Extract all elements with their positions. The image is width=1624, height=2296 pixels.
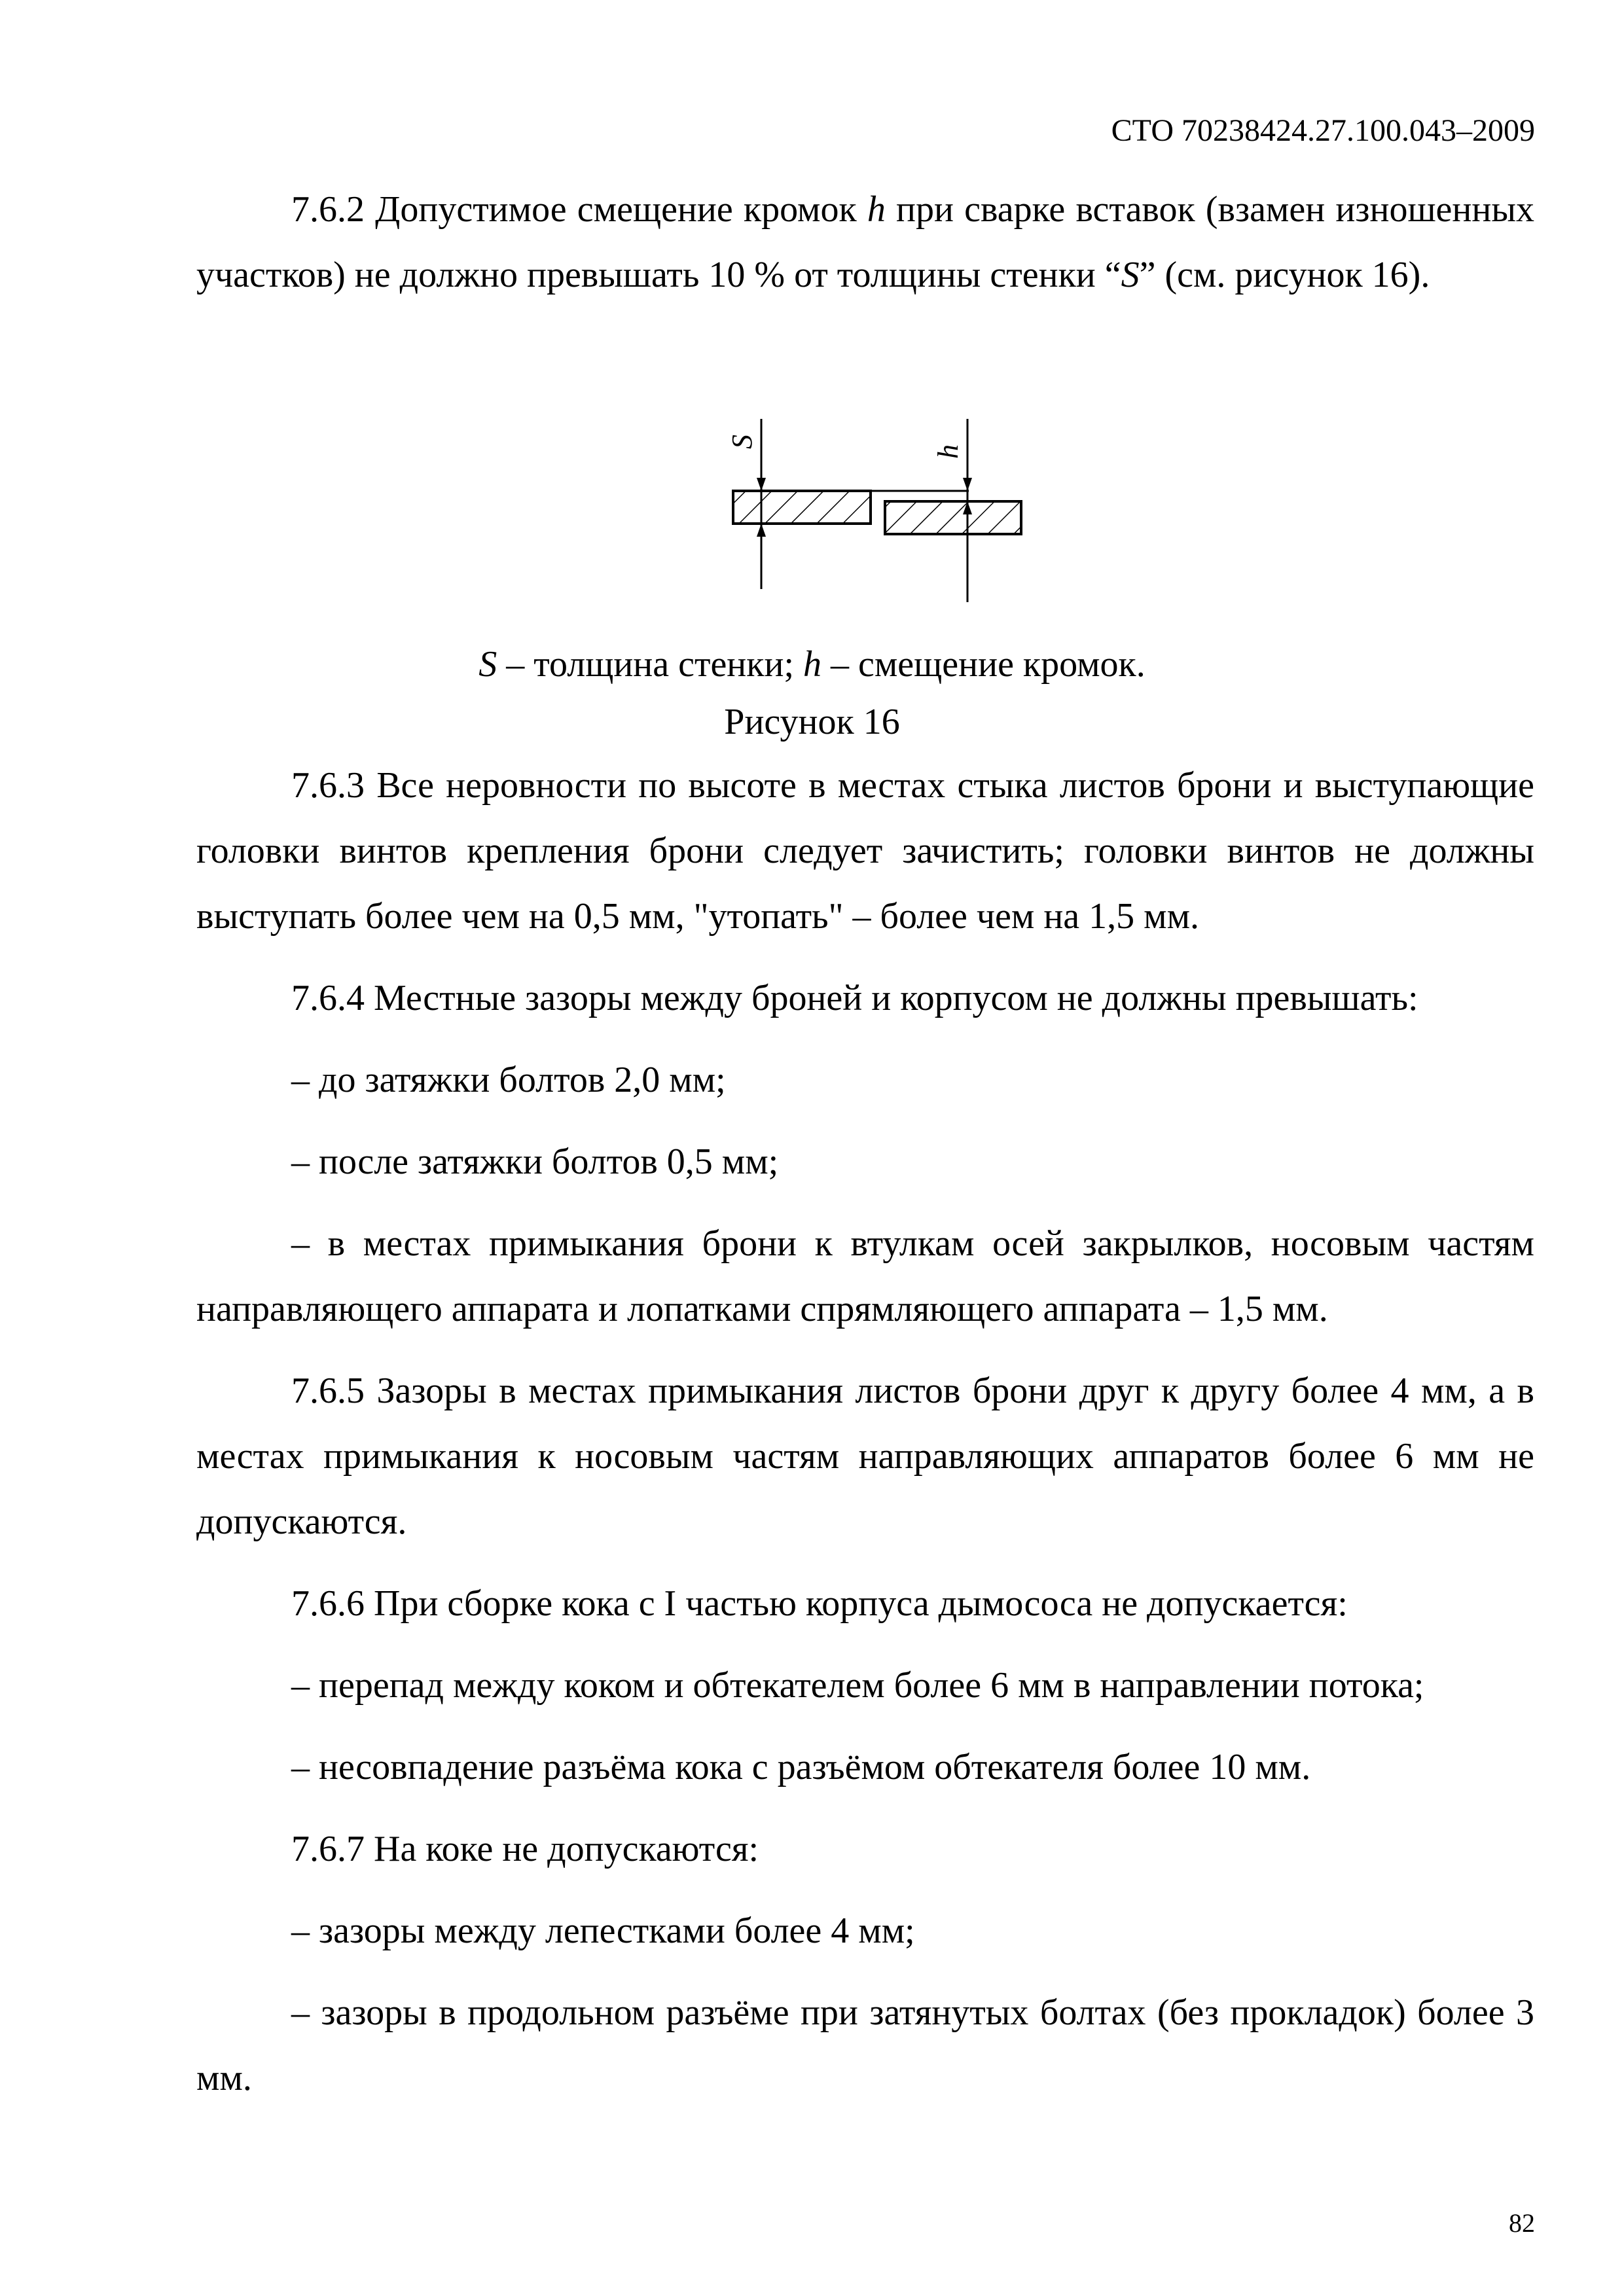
p762-h-symbol: h [867,189,886,230]
document-code-header: СТО 70238424.27.100.043–2009 [1111,113,1535,148]
paragraph-7-6-7-intro: 7.6.7 На коке не допускаются: [291,1829,759,1869]
page-number: 82 [1509,2208,1535,2238]
p762-s-symbol: S [1121,255,1140,295]
figure-title: Рисунок 16 [724,702,900,742]
paragraph-7-6-2 [196,177,1534,308]
p762-text-b: при сварке вставок (взамен изношенных участков) не должно превышать 10 % от толщины стенки “ [196,189,1534,295]
edge-offset-figure [720,412,1047,609]
paragraph-7-6-6-item-2: – несовпадение разъёма кока с разъёмом обтекателя более 10 мм. [291,1747,1311,1787]
p762-text-a: 7.6.2 Допустимое смещение кромок [291,189,867,230]
left-plate [733,491,871,524]
caption-text-b: – смещение кромок. [821,644,1146,685]
paragraph-7-6-7-item-2: – зазоры в продольном разъёме при затянутых болтах (без прокладок) более 3 мм. [196,1992,1534,2098]
p762-text-c: ” (см. рисунок 16). [1139,255,1430,295]
paragraph-7-6-3: 7.6.3 Все неровности по высоте в местах стыка листов брони и выступающие головки винтов крепления брони следует зачистить; головки винтов не должны выступать более чем на 0,5 мм, "утопать" – более чем на 1,5 мм. [196,765,1534,937]
paragraph-7-6-6-intro: 7.6.6 При сборке кока с I частью корпуса дымососа не допускается: [291,1583,1348,1624]
figure-caption [0,641,1624,687]
right-plate [885,501,1021,534]
caption-text-a: – толщина стенки; [497,644,804,685]
caption-s-symbol: S [478,644,497,685]
paragraph-7-6-4-intro: 7.6.4 Местные зазоры между броней и корпусом не должны превышать: [291,978,1418,1018]
paragraph-7-6-7-item-1: – зазоры между лепестками более 4 мм; [291,1910,915,1951]
paragraph-7-6-6-item-1: – перепад между коком и обтекателем более 6 мм в направлении потока; [291,1665,1424,1706]
s-arrow-top [757,478,766,491]
s-arrow-bottom [757,524,766,537]
paragraph-7-6-4-item-3: – в местах примыкания брони к втулкам осей закрылков, носовым частям направляющего аппарата и лопатками спрямляющего аппарата – 1,5 мм. [196,1223,1534,1329]
paragraph-7-6-5: 7.6.5 Зазоры в местах примыкания листов брони друг к другу более 4 мм, а в местах примыкания к носовым частям направляющих аппаратов более 6 мм не допускаются. [196,1371,1534,1542]
paragraph-7-6-4-item-2: – после затяжки болтов 0,5 мм; [291,1141,779,1182]
caption-h-symbol: h [803,644,822,685]
paragraph-7-6-4-item-1: – до затяжки болтов 2,0 мм; [291,1060,726,1100]
figure-label-s: S [726,435,758,449]
h-arrow-top [963,478,972,491]
figure-label-h: h [932,444,964,459]
